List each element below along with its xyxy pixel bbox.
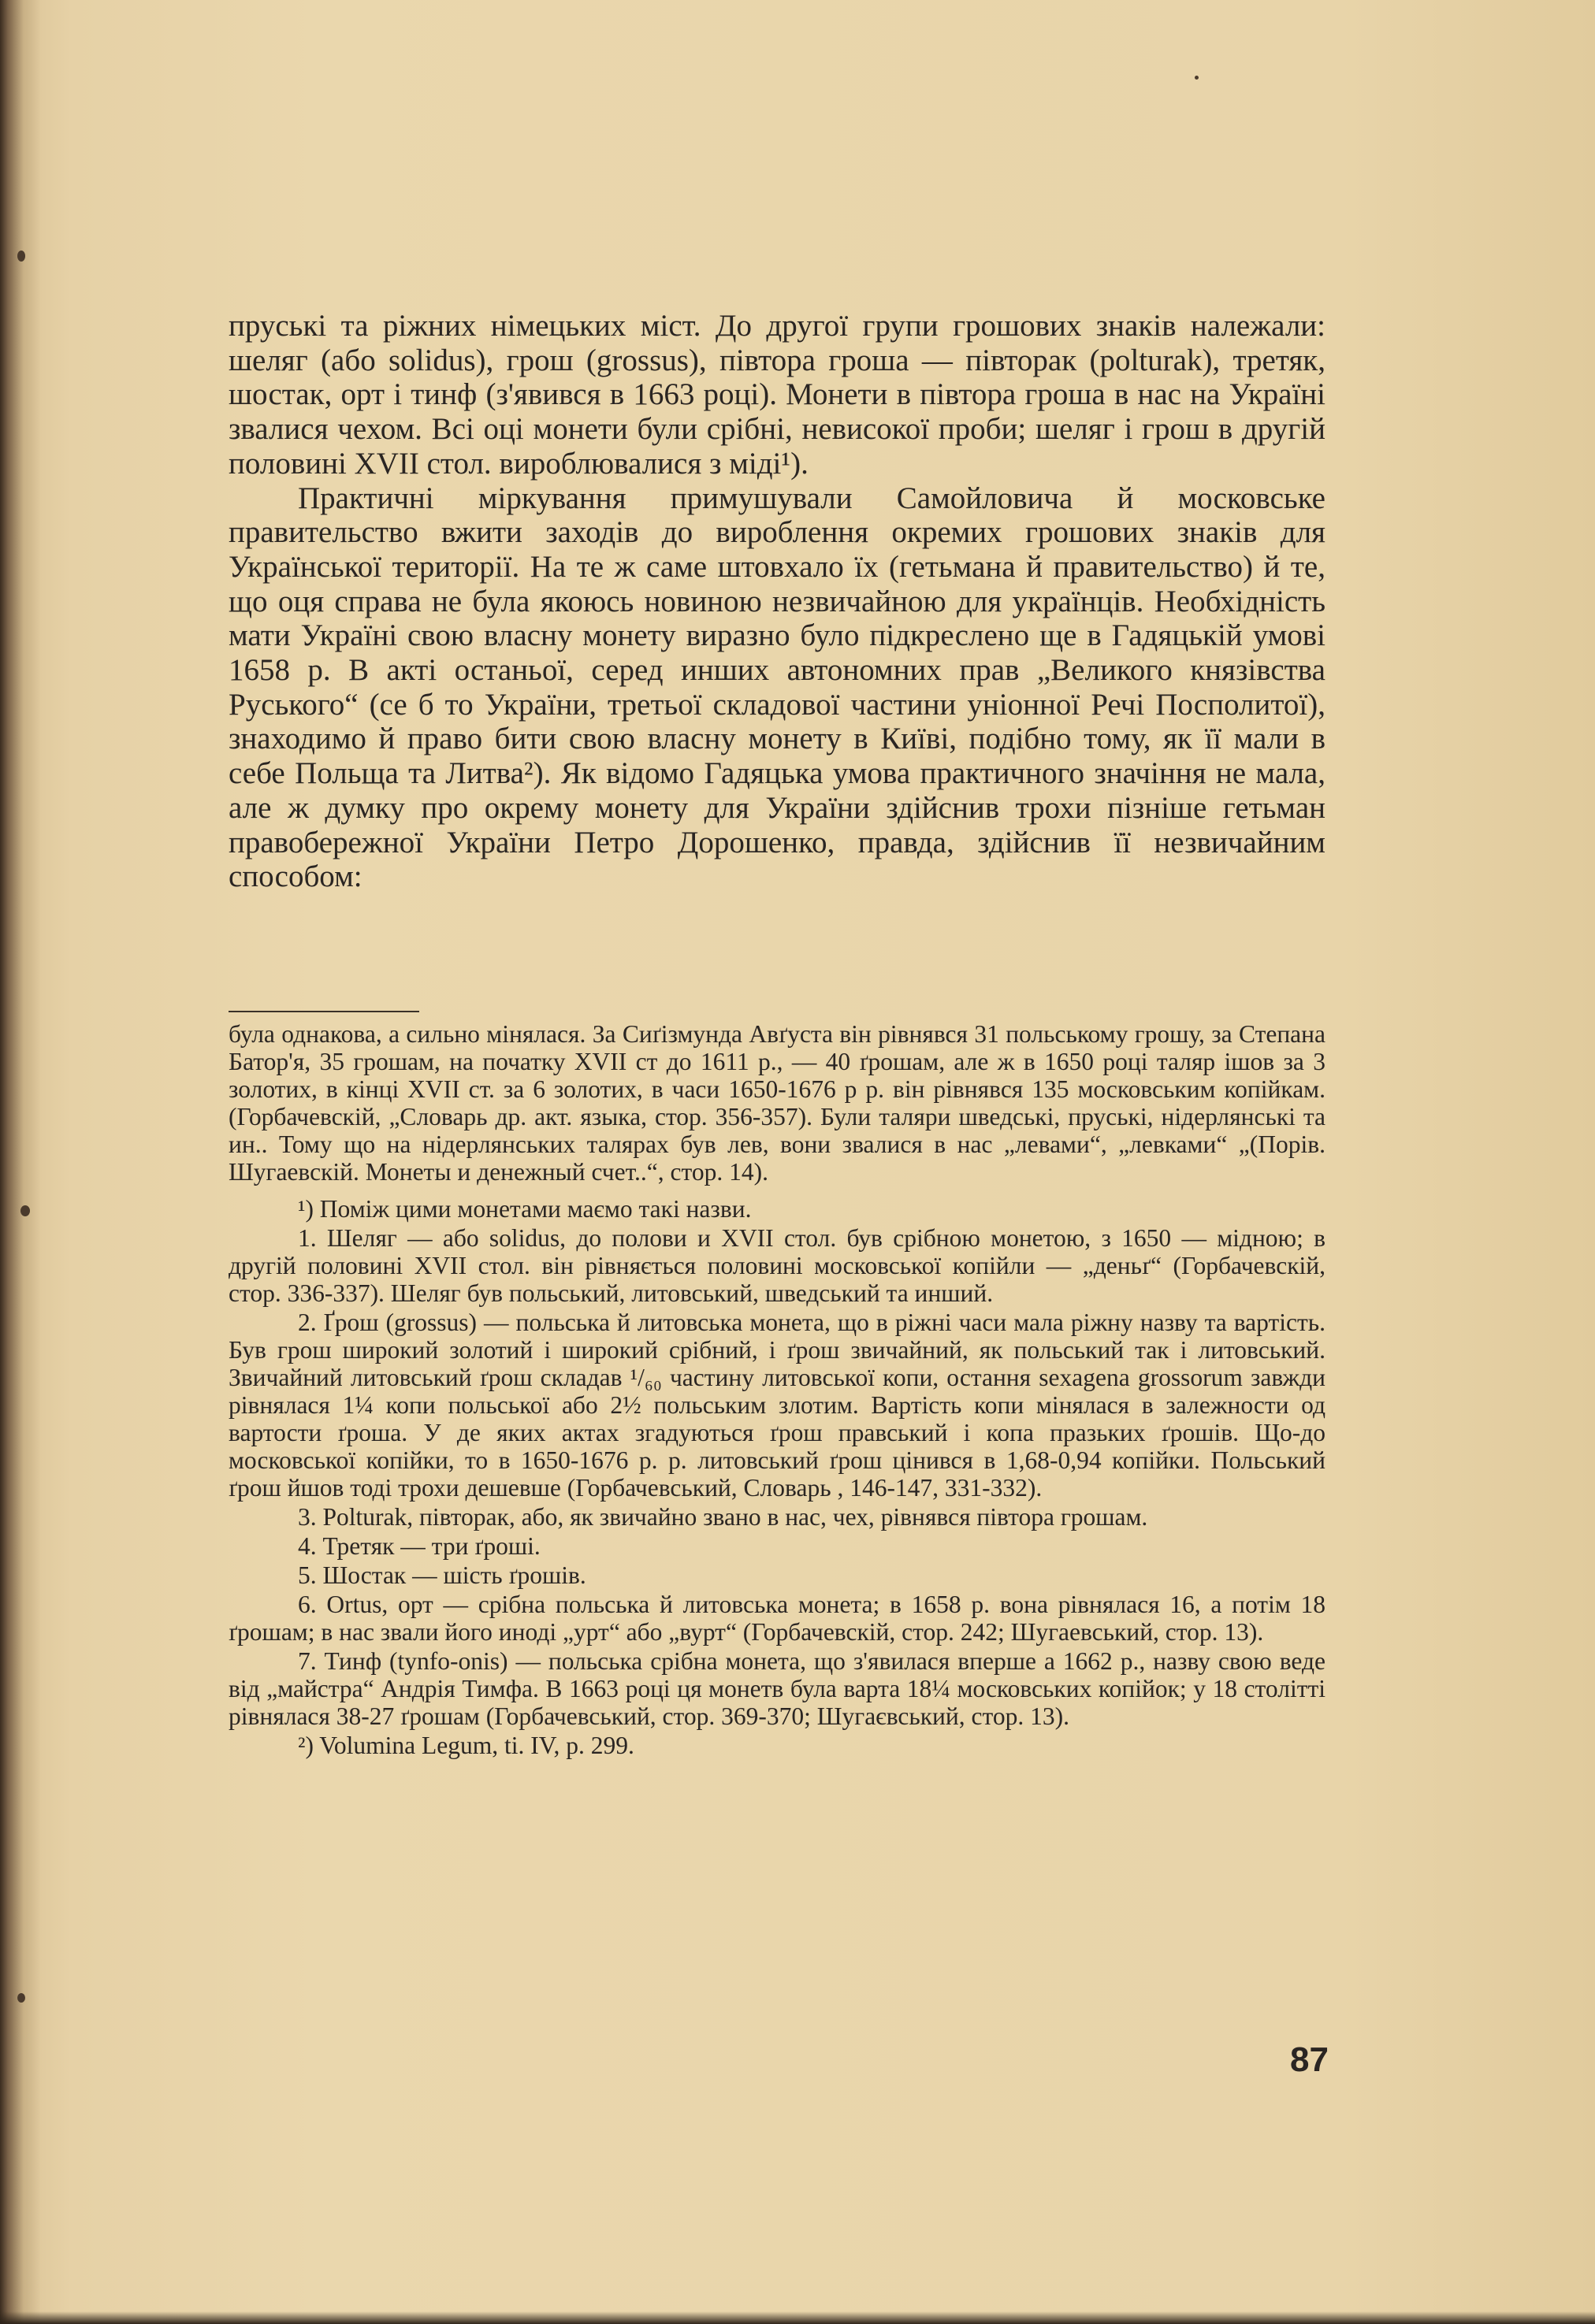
bottom-edge [0,2311,1595,2324]
main-text [229,309,1325,894]
page-number: 87 [1290,2040,1329,2079]
footnotes [229,1020,1325,1761]
footnote-divider [229,1011,419,1012]
footnote-item: 1. Шеляг — або solidus, до полови и XVII стол. був срібною монетою, з 1650 — мідною; в другій половині XVII стол. він рівняється половині московської копійли — „деньґ“ (Горбачевскій, стор. 336-337). Шеляг був польський, литовський, шведський та инший. [229,1224,1325,1307]
footnote-item: 5. Шостак — шість ґрошів. [298,1561,586,1589]
main-paragraph: Практичні міркування примушували Самойловича й московське правительство вжити заходів до вироблення окремих грошових знаків для Української території. На те ж саме штовхало їх (гетьмана й правительство) й те, що оця справа не була якоюсь новиною незвичайною для українців. Необхідність мати Україні свою власну монету виразно було підкреслено ще в Гадяцькій умові 1658 р. В акті останьої, серед инших автономних прав „Великого князівства Руського“ (се б то України, третьої складової частини уніонної Речі Посполитої), знаходимо й право бити свою власну монету в Київі, подібно тому, як її мали в себе Польща та Литва²). Як відомо Гадяцька умова практичного значіння не мала, але ж думку про окрему монету для України здійснив трохи пізніше гетьман правобережної України Петро Дорошенко, правда, здійснив її незвичайним способом: [229,481,1325,894]
page-mark [1195,76,1199,80]
main-paragraph: пруські та ріжних німецьких міст. До другої групи грошових знаків належали: шеляг (або solidus), грош (grossus), півтора гроша — півторак (polturak), третяк, шостак, орт і тинф (з'явився в 1663 році). Монети в півтора гроша в нас на Україні звалися чехом. Всі оці монети були срібні, невисокої проби; шеляг і грош в другій половині XVII стол. вироблювалися з міді¹). [229,309,1325,481]
footnote-continuation: була однакова, а сильно мінялася. За Сиґізмунда Авґуста він рівнявся 31 польському грошу, за Степана Батор'я, 35 грошам, на початку XVII ст до 1611 р., — 40 ґрошам, але ж в 1650 році таляр ішов за 3 золотих, в кінці XVII ст. за 6 золотих, в часи 1650-1676 р р. він рівнявся 135 московським копійкам. (Горбачевскій, „Словарь др. акт. языка, стор. 356-357). Були таляри шведські, пруські, нідерлянські та ин.. Тому що на нідерлянських талярах був лев, вони звалися в нас „левами“, „левками“ „(Порів. Шугаевскій. Монеты и денежный счет..“, стор. 14). [229,1020,1325,1186]
page-mark [20,1205,30,1216]
page-mark [17,251,25,262]
footnote-item: 4. Третяк — три ґроші. [298,1532,541,1560]
page-mark [17,1993,25,2003]
footnote: ²) Volumina Legum, ti. IV, p. 299. [298,1732,634,1759]
footnote-item: 3. Polturak, півторак, або, як звичайно звано в нас, чех, рівнявся півтора грошам. [298,1503,1148,1531]
footnote: ¹) Поміж цими монетами маємо такі назви. [298,1195,752,1223]
footnote-item: 6. Ortus, орт — срібна польська й литовська монета; в 1658 р. вона рівнялася 16, а потім 18 ґрошам; в нас звали його иноді „урт“ або „вурт“ (Горбачевскій, стор. 242; Шугаевський, стор. 13). [229,1591,1325,1646]
binding-edge [0,0,41,2324]
footnote-item: 2. Ґрош (grossus) — польська й литовська монета, що в ріжні часи мала ріжну назву та вартість. Був грош широкий золотий і широкий срібний, і ґрош звичайний, як польський так і литовський. Звичайний литовський ґрош складав ¹/₆₀ частину литовської копи, остання sexagena grossorum завжди рівнялася 1¼ копи польської або 2½ польським злотим. Вартість копи мінялася в залежности од вартости ґроша. У де яких актах згадуються ґрош правський і копа празьких ґрошів. Що-до московської копійки, то в 1650-1676 р. р. литовський ґрош цінився в 1,68-0,94 копійки. Польський ґрош йшов тоді трохи дешевше (Горбачевський, Словарь , 146-147, 331-332). [229,1309,1325,1502]
footnote-item: 7. Тинф (tynfo-onis) — польська срібна монета, що з'явилася вперше а 1662 р., назву свою веде від „майстра“ Андрія Тимфа. В 1663 році ця монетв була варта 18¼ московських копійок; у 18 столітті рівнялася 38-27 ґрошам (Горбачевський, стор. 369-370; Шугаєвський, стор. 13). [229,1647,1325,1730]
